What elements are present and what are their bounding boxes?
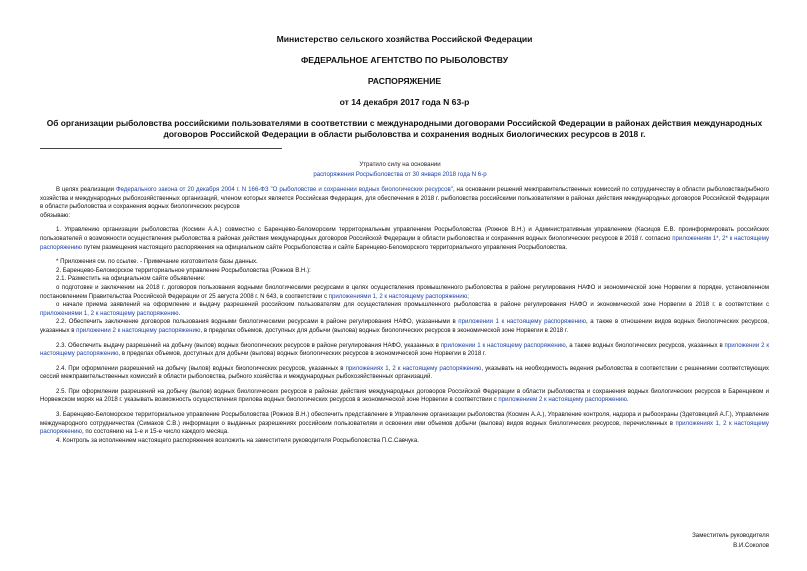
paragraph-3: 3. Баренцево-Беломорское территориальное управление Росрыболовства (Рожнов В.Н.) обеспечить представление в Управление организации рыболовства (Космин А.А.), Управление контроля, надзора и рыбоохраны (Здетовецкий А.Г.), Управление международного сотрудничества (Симаков С.В.) информации о выданных разрешениях российским пользователям и освоении ими объемов добычи (вылова) видов водных биологических ресурсов, перечисленных в приложениях 1, 2 к настоящему распоряжению, по состоянию на 1-е и 15-е число каждого месяца. xyxy=(40,411,769,436)
paragraph-2: 2. Баренцево-Беломорское территориальное управление Росрыболовства (Рожнов В.Н.): xyxy=(56,266,311,274)
paragraph-preamble: В целях реализации Федерального закона от 20 декабря 2004 г. N 166-ФЗ "О рыболовстве и сохранении водных биологических ресурсов", на основании решений межправительственных комиссий по сотрудничеству в области рыболовства/рыбного хозяйства и международных рыбохозяйственных организаций, членом которых является Российская Федерация, для обеспечения в 2018 г. рыболовства российскими пользователями в районах действия международных договоров Российской Федерации в области рыболовства и сохранения водных биологических ресурсов xyxy=(40,186,769,211)
paragraph-2-1: 2.1. Разместить на официальном сайте объявление: xyxy=(56,275,206,283)
appendix-link[interactable]: приложением 2 к настоящему распоряжению xyxy=(498,396,627,404)
document-date-number: от 14 декабря 2017 года N 63-р xyxy=(339,97,470,107)
appendix-link[interactable]: приложении 2 к настоящему распоряжению xyxy=(40,341,769,358)
appendix-link[interactable]: приложении 1 к настоящему распоряжению xyxy=(458,318,587,326)
agency-name: ФЕДЕРАЛЬНОЕ АГЕНТСТВО ПО РЫБОЛОВСТВУ xyxy=(300,55,509,65)
paragraph-4: 4. Контроль за исполнением настоящего распоряжения возложить на заместителя руководителя Росрыболовства П.С.Савчука. xyxy=(56,436,419,444)
paragraph-1: 1. Управлению организации рыболовства (Космин А.А.) совместно с Баренцево-Беломорским территориальным управлением Росрыболовства (Рожнов В.Н.) и Административным управлением (Касицов Е.В. проинформировать российских пользователей о возможности осуществления рыболовства в районах действия международных договоров Российской Федерации в области рыболовства и сохранения водных биологических ресурсов в 2018 г. согласно приложениям 1*, 2* к настоящему распоряжению путем размещения настоящего распоряжения на официальном сайте Росрыболовства и сайте Баренцево-Беломорского территориального управления Росрыболовства. xyxy=(40,226,770,251)
paragraph-2-1-a: о подготовке и заключении на 2018 г. договоров пользования водными биологическими ресурсами в целях осуществления промышленного рыболовства в районе регулирования НАФО и экономической зоне Норвегии в порядке, установленном постановлением Правительства Российской Федерации от 25 августа 2008 г. N 643, в соответствии с приложениями 1, 2 к настоящему распоряжению; xyxy=(40,283,769,300)
signatory-title: Заместитель руководителя xyxy=(692,532,769,539)
appendix-link[interactable]: приложениях 1, 2 к настоящему распоряжению xyxy=(345,364,482,372)
header-divider xyxy=(40,148,282,149)
status-line: Утратило силу на основании xyxy=(359,161,441,168)
footnote: * Приложения см. по ссылке. - Примечание изготовителя базы данных. xyxy=(56,258,258,266)
repeal-order-link[interactable]: распоряжения Росрыболовства от 30 января 2018 года N 6-р xyxy=(313,171,487,178)
federal-law-link[interactable]: Федерального закона от 20 декабря 2004 г. N 166-ФЗ "О рыболовстве и сохранении водных биологических ресурсов" xyxy=(115,186,453,193)
signatory-name: В.И.Соколов xyxy=(733,542,769,549)
status-note xyxy=(250,160,550,180)
paragraph-2-3: 2.3. Обеспечить выдачу разрешений на добычу (вылов) водных биологических ресурсов в районе регулирования НАФО, указанных в приложении 1 к настоящему распоряжению, а также водных биологических ресурсов, указанных в приложении 2 к настоящему распоряжению, в пределах объемов, доступных для добычи (вылова) водных биологических ресурсов в экономической зоне Норвегии в 2018 г. xyxy=(40,341,769,358)
signature-block xyxy=(692,531,769,551)
document-type: РАСПОРЯЖЕНИЕ xyxy=(367,76,442,86)
document-body xyxy=(40,186,769,445)
document-subject: Об организации рыболовства российскими пользователями в соответствии с международными договорами Российской Федерации в районах действия международных договоров Российской Федерации в области рыболовства и сохранения водных биологических ресурсов в 2018 г. xyxy=(46,118,763,139)
paragraph-obligation: обязываю: xyxy=(40,211,71,219)
paragraph-2-2: 2.2. Обеспечить заключение договоров пользования водными биологическими ресурсами в районе регулирования НАФО, указанными в приложении 1 к настоящему распоряжению, а также в отношении видов водных биологических ресурсов, указанных в приложении 2 к настоящему распоряжению, в пределах объемов, доступных для добычи (вылова) водных биологических ресурсов в экономической зоне Норвегии в 2018 г. xyxy=(40,318,769,334)
appendix-link[interactable]: приложении 2 к настоящему распоряжению xyxy=(76,326,201,334)
appendix-link[interactable]: приложениям 1*, 2* к настоящему распоряжению xyxy=(40,234,770,251)
paragraph-2-4: 2.4. При оформлении разрешений на добычу (вылов) водных биологических ресурсов, указанных в приложениях 1, 2 к настоящему распоряжению, указывать на необходимость ведения рыболовства в соответствии с решениями соответствующих сессий межправительственных комиссий в области рыболовства, рыбного хозяйства и международных рыбохозяйственных организаций. xyxy=(40,364,769,381)
paragraph-2-5: 2.5. При оформлении разрешений на добычу (вылов) водных биологических ресурсов в районах действия международных договоров Российской Федерации в области рыболовства и сохранения водных биологических ресурсов в Баренцевом и Норвежском морях на 2018 г. указывать возможность осуществления прилова водных биологических ресурсов в экономической зоне Норвегии в соответствии с приложением 2 к настоящему распоряжению. xyxy=(40,387,769,404)
appendix-link[interactable]: приложениями 1, 2 к настоящему распоряжению xyxy=(328,292,468,300)
ministry-name: Министерство сельского хозяйства Российской Федерации xyxy=(276,34,533,44)
appendix-link[interactable]: приложении 1 к настоящему распоряжению xyxy=(440,341,566,349)
appendix-link[interactable]: приложениях 1, 2 к настоящему распоряжению xyxy=(40,419,769,436)
paragraph-2-1-b: о начале приема заявлений на оформление и выдачу разрешений российским пользователям для осуществления промышленного рыболовства в районе регулирования НАФО и экономической зоне Норвегии в 2018 г. в соответствии с приложениями 1, 2 к настоящему распоряжению. xyxy=(40,301,769,317)
appendix-link[interactable]: приложениями 1, 2 к настоящему распоряжению xyxy=(40,309,179,317)
document-header xyxy=(40,34,769,140)
